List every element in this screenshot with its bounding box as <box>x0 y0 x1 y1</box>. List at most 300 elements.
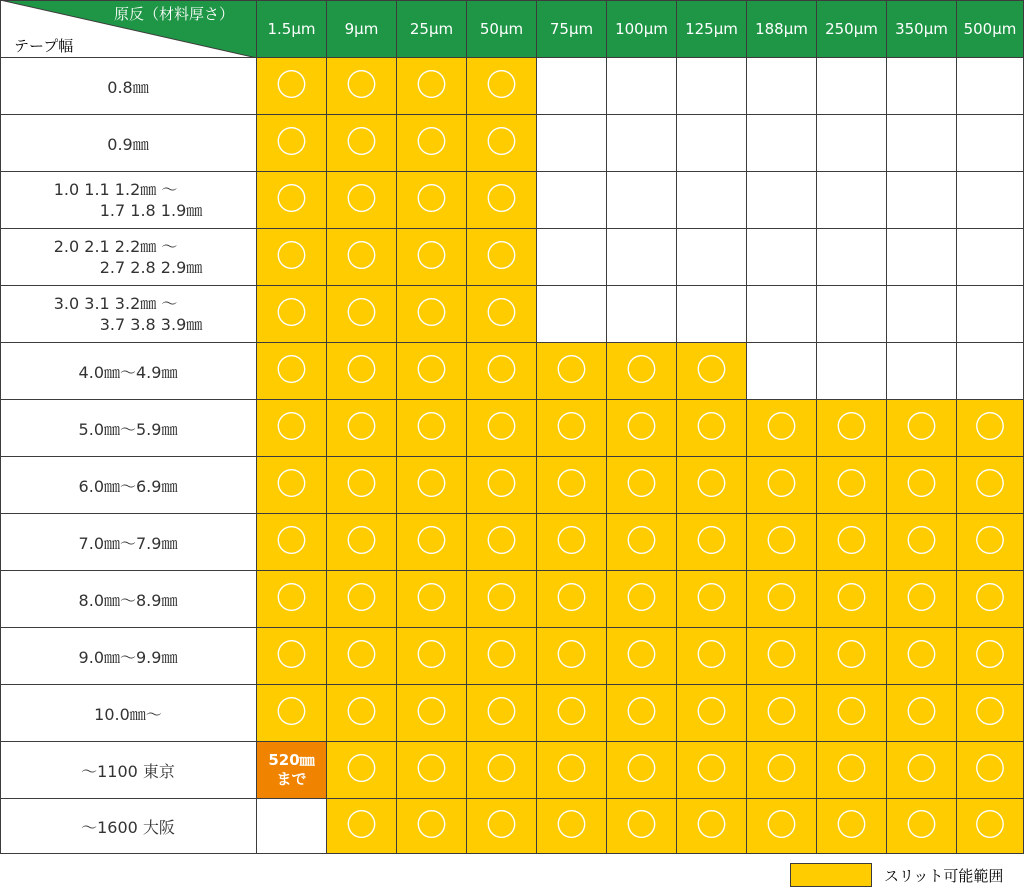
available-cell <box>397 172 467 229</box>
available-mark: 〇 <box>556 523 587 560</box>
unavailable-cell <box>677 229 747 286</box>
available-cell <box>817 457 887 514</box>
available-mark: 〇 <box>974 409 1006 446</box>
available-mark: 〇 <box>696 580 727 617</box>
available-cell <box>257 115 327 172</box>
available-cell <box>467 58 537 115</box>
unavailable-cell <box>817 286 887 343</box>
tape-width-label <box>0 571 257 628</box>
available-cell <box>397 685 467 742</box>
available-cell <box>887 628 957 685</box>
thickness-header <box>467 0 537 58</box>
available-mark: 〇 <box>486 352 517 389</box>
available-mark: 〇 <box>696 694 727 731</box>
thickness-header <box>677 0 747 58</box>
unavailable-cell <box>957 172 1024 229</box>
thickness-label: 9μm <box>344 19 379 38</box>
available-mark: 〇 <box>906 694 937 731</box>
available-mark: 〇 <box>626 466 657 503</box>
available-cell <box>747 628 817 685</box>
available-mark: 〇 <box>836 694 867 731</box>
available-cell <box>677 799 747 854</box>
available-mark: 〇 <box>346 751 377 788</box>
thickness-label: 125μm <box>685 19 738 38</box>
available-cell <box>467 799 537 854</box>
tape-width-label-lines <box>54 179 203 221</box>
available-mark: 〇 <box>766 694 797 731</box>
available-cell <box>817 400 887 457</box>
available-mark: 〇 <box>346 124 377 161</box>
available-cell <box>677 628 747 685</box>
available-cell <box>537 799 607 854</box>
thickness-header <box>257 0 327 58</box>
unavailable-cell <box>607 172 677 229</box>
available-mark: 〇 <box>486 124 517 161</box>
available-cell <box>327 58 397 115</box>
available-cell <box>257 514 327 571</box>
available-mark: 〇 <box>276 124 307 161</box>
available-cell <box>327 343 397 400</box>
available-mark: 〇 <box>346 466 377 503</box>
thickness-header <box>327 0 397 58</box>
available-cell <box>887 571 957 628</box>
thickness-header <box>537 0 607 58</box>
available-cell <box>607 514 677 571</box>
tape-width-label-text: 4.0㎜～4.9㎜ <box>78 362 178 382</box>
available-cell <box>467 229 537 286</box>
available-mark: 〇 <box>416 523 447 560</box>
available-cell <box>467 172 537 229</box>
available-mark: 〇 <box>486 751 517 788</box>
available-mark: 〇 <box>836 807 867 844</box>
available-mark: 〇 <box>556 751 587 788</box>
available-cell <box>817 514 887 571</box>
tape-width-label <box>0 457 257 514</box>
available-mark: 〇 <box>416 124 447 161</box>
unavailable-cell <box>607 286 677 343</box>
available-cell <box>327 685 397 742</box>
tape-width-label <box>0 286 257 343</box>
unavailable-cell <box>817 229 887 286</box>
available-cell <box>607 742 677 799</box>
available-cell <box>257 400 327 457</box>
available-mark: 〇 <box>974 751 1006 788</box>
unavailable-cell <box>677 172 747 229</box>
thickness-header <box>607 0 677 58</box>
unavailable-cell <box>257 799 327 854</box>
available-cell <box>817 799 887 854</box>
available-mark: 〇 <box>346 295 377 332</box>
tape-width-label <box>0 799 257 854</box>
unavailable-cell <box>817 172 887 229</box>
available-mark: 〇 <box>906 637 937 674</box>
available-mark: 〇 <box>556 580 587 617</box>
available-mark: 〇 <box>766 523 797 560</box>
available-cell <box>747 571 817 628</box>
available-mark: 〇 <box>276 181 307 218</box>
available-mark: 〇 <box>416 238 447 275</box>
available-mark: 〇 <box>836 580 867 617</box>
available-cell <box>537 628 607 685</box>
available-cell <box>747 400 817 457</box>
available-cell <box>257 457 327 514</box>
unavailable-cell <box>957 229 1024 286</box>
available-mark: 〇 <box>974 807 1006 844</box>
thickness-header <box>887 0 957 58</box>
unavailable-cell <box>887 58 957 115</box>
available-cell <box>747 799 817 854</box>
available-cell <box>397 514 467 571</box>
available-cell <box>327 400 397 457</box>
available-cell <box>397 799 467 854</box>
unavailable-cell <box>887 286 957 343</box>
unavailable-cell <box>747 172 817 229</box>
available-mark: 〇 <box>276 637 307 674</box>
available-mark: 〇 <box>974 637 1006 674</box>
available-mark: 〇 <box>346 181 377 218</box>
available-mark: 〇 <box>276 580 307 617</box>
available-mark: 〇 <box>276 466 307 503</box>
available-cell <box>467 571 537 628</box>
available-mark: 〇 <box>906 580 937 617</box>
available-mark: 〇 <box>906 807 937 844</box>
available-cell <box>467 343 537 400</box>
limit-note-width: 520㎜ <box>268 751 315 769</box>
available-cell <box>957 742 1024 799</box>
tape-width-label <box>0 742 257 799</box>
available-cell <box>677 343 747 400</box>
unavailable-cell <box>537 115 607 172</box>
available-cell <box>607 799 677 854</box>
available-cell <box>327 571 397 628</box>
available-mark: 〇 <box>556 409 587 446</box>
available-mark: 〇 <box>696 807 727 844</box>
thickness-label: 500μm <box>963 19 1017 38</box>
available-cell <box>257 229 327 286</box>
thickness-label: 250μm <box>825 19 878 38</box>
available-mark: 〇 <box>416 295 447 332</box>
available-cell <box>957 628 1024 685</box>
available-cell <box>607 628 677 685</box>
available-mark: 〇 <box>486 295 517 332</box>
available-cell <box>327 799 397 854</box>
available-cell <box>887 400 957 457</box>
available-cell <box>467 400 537 457</box>
available-cell <box>397 58 467 115</box>
available-mark: 〇 <box>696 637 727 674</box>
thickness-header <box>957 0 1024 58</box>
available-cell <box>397 571 467 628</box>
unavailable-cell <box>537 172 607 229</box>
available-mark: 〇 <box>626 807 657 844</box>
thickness-label: 100μm <box>615 19 668 38</box>
available-mark: 〇 <box>276 238 307 275</box>
unavailable-cell <box>887 343 957 400</box>
available-cell <box>467 685 537 742</box>
available-mark: 〇 <box>486 466 517 503</box>
available-cell <box>257 571 327 628</box>
thickness-header <box>397 0 467 58</box>
available-mark: 〇 <box>906 466 937 503</box>
available-cell <box>957 400 1024 457</box>
available-mark: 〇 <box>626 751 657 788</box>
unavailable-cell <box>747 229 817 286</box>
tape-width-label-line: 2.7 2.8 2.9㎜ <box>99 258 203 277</box>
unavailable-cell <box>817 115 887 172</box>
available-mark: 〇 <box>974 694 1006 731</box>
tape-width-label <box>0 115 257 172</box>
available-mark: 〇 <box>416 352 447 389</box>
available-mark: 〇 <box>486 238 517 275</box>
tape-width-label-lines <box>54 236 203 278</box>
tape-width-label-line: 2.0 2.1 2.2㎜ ～ <box>53 237 178 256</box>
tape-width-label <box>0 514 257 571</box>
available-cell <box>957 571 1024 628</box>
unavailable-cell <box>607 115 677 172</box>
available-cell <box>677 685 747 742</box>
available-cell <box>327 457 397 514</box>
unavailable-cell <box>817 58 887 115</box>
available-mark: 〇 <box>766 751 797 788</box>
unavailable-cell <box>677 58 747 115</box>
available-mark: 〇 <box>696 352 727 389</box>
available-cell <box>397 457 467 514</box>
available-mark: 〇 <box>626 409 657 446</box>
thickness-label: 350μm <box>895 19 948 38</box>
available-mark: 〇 <box>974 580 1006 617</box>
available-cell <box>397 628 467 685</box>
material-thickness-heading: 原反（材料厚さ） <box>113 5 234 23</box>
available-mark: 〇 <box>346 238 377 275</box>
available-cell <box>327 742 397 799</box>
available-mark: 〇 <box>346 807 377 844</box>
available-cell <box>817 571 887 628</box>
unavailable-cell <box>677 286 747 343</box>
available-cell <box>887 685 957 742</box>
legend-label: スリット可能範囲 <box>884 866 1004 885</box>
limit-note-cell <box>257 742 327 799</box>
available-cell <box>327 172 397 229</box>
available-mark: 〇 <box>486 694 517 731</box>
available-cell <box>327 514 397 571</box>
available-cell <box>467 286 537 343</box>
available-cell <box>397 742 467 799</box>
available-mark: 〇 <box>276 523 307 560</box>
thickness-header <box>817 0 887 58</box>
available-mark: 〇 <box>626 523 657 560</box>
thickness-label: 75μm <box>549 19 594 38</box>
available-mark: 〇 <box>836 637 867 674</box>
available-cell <box>817 742 887 799</box>
available-cell <box>957 457 1024 514</box>
unavailable-cell <box>677 115 747 172</box>
available-mark: 〇 <box>556 352 587 389</box>
available-mark: 〇 <box>276 352 307 389</box>
available-mark: 〇 <box>486 409 517 446</box>
tape-width-label <box>0 343 257 400</box>
available-cell <box>257 172 327 229</box>
available-mark: 〇 <box>416 580 447 617</box>
tape-width-label <box>0 229 257 286</box>
available-cell <box>887 742 957 799</box>
thickness-label: 25μm <box>409 19 454 38</box>
table-corner-header <box>0 0 257 58</box>
available-cell <box>327 229 397 286</box>
tape-width-label <box>0 628 257 685</box>
unavailable-cell <box>957 343 1024 400</box>
available-cell <box>677 571 747 628</box>
available-mark: 〇 <box>696 523 727 560</box>
available-mark: 〇 <box>766 580 797 617</box>
unavailable-cell <box>817 343 887 400</box>
available-mark: 〇 <box>486 67 517 104</box>
unavailable-cell <box>537 286 607 343</box>
available-cell <box>537 343 607 400</box>
available-cell <box>537 571 607 628</box>
unavailable-cell <box>887 172 957 229</box>
available-mark: 〇 <box>696 751 727 788</box>
available-mark: 〇 <box>416 466 447 503</box>
available-mark: 〇 <box>416 637 447 674</box>
unavailable-cell <box>747 286 817 343</box>
available-cell <box>537 514 607 571</box>
legend-swatch <box>790 863 872 887</box>
available-cell <box>397 400 467 457</box>
available-cell <box>747 685 817 742</box>
available-cell <box>607 571 677 628</box>
available-mark: 〇 <box>416 409 447 446</box>
available-cell <box>397 343 467 400</box>
available-cell <box>817 628 887 685</box>
available-mark: 〇 <box>276 67 307 104</box>
available-cell <box>327 115 397 172</box>
available-mark: 〇 <box>974 523 1006 560</box>
tape-width-label-text: 9.0㎜～9.9㎜ <box>78 647 178 667</box>
available-mark: 〇 <box>486 580 517 617</box>
available-cell <box>257 286 327 343</box>
available-cell <box>677 742 747 799</box>
available-mark: 〇 <box>626 580 657 617</box>
available-mark: 〇 <box>836 409 867 446</box>
available-cell <box>747 457 817 514</box>
available-mark: 〇 <box>346 67 377 104</box>
tape-width-label <box>0 685 257 742</box>
tape-width-label-text: ～1100 東京 <box>81 761 175 781</box>
available-cell <box>537 685 607 742</box>
tape-width-label <box>0 58 257 115</box>
unavailable-cell <box>887 229 957 286</box>
available-cell <box>397 229 467 286</box>
available-cell <box>467 457 537 514</box>
available-mark: 〇 <box>696 409 727 446</box>
available-mark: 〇 <box>346 523 377 560</box>
tape-width-label-text: 5.0㎜～5.9㎜ <box>78 419 178 439</box>
available-mark: 〇 <box>836 751 867 788</box>
available-cell <box>397 286 467 343</box>
unavailable-cell <box>607 58 677 115</box>
tape-width-heading: テープ幅 <box>14 37 74 55</box>
available-cell <box>607 457 677 514</box>
available-cell <box>607 343 677 400</box>
available-cell <box>537 400 607 457</box>
available-mark: 〇 <box>696 466 727 503</box>
available-cell <box>887 799 957 854</box>
tape-width-label-text: ～1600 大阪 <box>81 817 175 837</box>
available-cell <box>537 457 607 514</box>
available-mark: 〇 <box>906 751 937 788</box>
available-cell <box>957 685 1024 742</box>
tape-width-label <box>0 400 257 457</box>
thickness-header <box>747 0 817 58</box>
available-mark: 〇 <box>766 807 797 844</box>
thickness-label: 1.5μm <box>267 19 316 38</box>
available-cell <box>467 115 537 172</box>
available-cell <box>607 400 677 457</box>
available-cell <box>747 514 817 571</box>
available-mark: 〇 <box>836 466 867 503</box>
tape-width-label-line: 3.7 3.8 3.9㎜ <box>99 315 203 334</box>
available-mark: 〇 <box>416 181 447 218</box>
available-mark: 〇 <box>766 637 797 674</box>
limit-note-suffix: まで <box>276 770 307 788</box>
available-mark: 〇 <box>626 352 657 389</box>
available-mark: 〇 <box>346 580 377 617</box>
tape-width-label-line: 1.0 1.1 1.2㎜ ～ <box>53 180 178 199</box>
available-cell <box>467 628 537 685</box>
available-cell <box>887 457 957 514</box>
unavailable-cell <box>957 58 1024 115</box>
unavailable-cell <box>957 286 1024 343</box>
available-mark: 〇 <box>556 466 587 503</box>
available-mark: 〇 <box>416 694 447 731</box>
thickness-label: 188μm <box>755 19 808 38</box>
unavailable-cell <box>747 58 817 115</box>
available-mark: 〇 <box>276 295 307 332</box>
available-mark: 〇 <box>486 637 517 674</box>
tape-width-label-text: 0.9㎜ <box>107 134 149 154</box>
available-cell <box>257 685 327 742</box>
available-cell <box>257 628 327 685</box>
available-mark: 〇 <box>486 523 517 560</box>
available-mark: 〇 <box>906 409 937 446</box>
tape-width-label-lines <box>54 293 203 335</box>
available-mark: 〇 <box>486 807 517 844</box>
available-cell <box>677 400 747 457</box>
available-cell <box>817 685 887 742</box>
available-mark: 〇 <box>626 637 657 674</box>
available-cell <box>677 457 747 514</box>
available-mark: 〇 <box>346 352 377 389</box>
unavailable-cell <box>957 115 1024 172</box>
available-mark: 〇 <box>276 409 307 446</box>
unavailable-cell <box>537 229 607 286</box>
tape-width-label-text: 8.0㎜～8.9㎜ <box>78 590 178 610</box>
unavailable-cell <box>747 115 817 172</box>
available-mark: 〇 <box>906 523 937 560</box>
available-mark: 〇 <box>346 637 377 674</box>
available-cell <box>607 685 677 742</box>
available-mark: 〇 <box>416 807 447 844</box>
unavailable-cell <box>607 229 677 286</box>
available-cell <box>957 799 1024 854</box>
available-mark: 〇 <box>556 694 587 731</box>
available-mark: 〇 <box>556 637 587 674</box>
available-mark: 〇 <box>416 67 447 104</box>
available-mark: 〇 <box>346 694 377 731</box>
tape-width-label-text: 6.0㎜～6.9㎜ <box>78 476 178 496</box>
available-cell <box>747 742 817 799</box>
available-cell <box>257 343 327 400</box>
